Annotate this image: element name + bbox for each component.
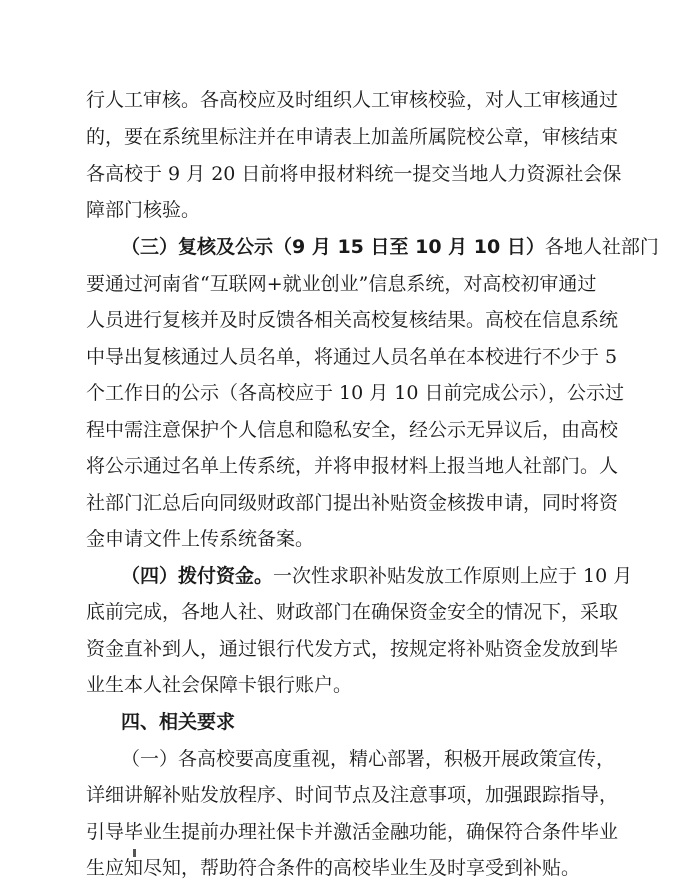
paragraph-line: 各高校于 9 月 20 日前将申报材料统一提交当地人力资源社会保: [86, 163, 622, 185]
paragraph-line: 个工作日的公示（各高校应于 10 月 10 日前完成公示），公示过: [86, 382, 625, 404]
paragraph-line: （一）各高校要高度重视，精心部署，积极开展政策宣传，: [121, 748, 616, 770]
paragraph-line: 程中需注意保护个人信息和隐私安全，经公示无异议后，由高校: [86, 419, 619, 441]
section-lead-payment: （四）拨付资金。: [121, 565, 274, 587]
paragraph-line: 详细讲解补贴发放程序、时间节点及注意事项，加强跟踪指导，: [86, 784, 619, 806]
paragraph-line: 底前完成，各地人社、财政部门在确保资金安全的情况下，采取: [86, 601, 619, 623]
paragraph-line: 资金直补到人，通过银行代发方式，按规定将补贴资金发放到毕: [86, 638, 619, 660]
paragraph-line: 中导出复核通过人员名单，将通过人员名单在本校进行不少于 5: [86, 346, 618, 368]
section-heading: 四、相关要求: [121, 711, 236, 733]
paragraph-line: 障部门核验。: [86, 199, 201, 221]
paragraph-line: 生应知尽知，帮助符合条件的高校毕业生及时享受到补贴。: [86, 857, 581, 879]
paragraph-line: [121, 229, 659, 265]
paragraph-line: 金申请文件上传系统备案。: [86, 528, 315, 550]
paragraph-line: 行人工审核。各高校应及时组织人工审核校验，对人工审核通过: [86, 89, 619, 111]
paragraph-line: 社部门汇总后向同级财政部门提出补贴资金核拨申请，同时将资: [86, 492, 619, 514]
paragraph-line: 人员进行复核并及时反馈各相关高校复核结果。高校在信息系统: [86, 309, 619, 331]
paragraph-text: 一次性求职补贴发放工作原则上应于 10 月: [273, 565, 633, 587]
paragraph-line: 的，要在系统里标注并在申请表上加盖所属院校公章，审核结束: [86, 126, 619, 148]
page-edge-mark: [133, 849, 136, 857]
paragraph-line: 将公示通过名单上传系统，并将申报材料上报当地人社部门。人: [86, 455, 619, 477]
section-lead-review: （三）复核及公示（9 月 15 日至 10 月 10 日）: [121, 236, 545, 258]
paragraph-line: 引导毕业生提前办理社保卡并激活金融功能，确保符合条件毕业: [86, 821, 619, 843]
paragraph-line: 业生本人社会保障卡银行账户。: [86, 674, 353, 696]
paragraph-line: [121, 558, 632, 594]
paragraph-line: 要通过河南省“互联网+就业创业”信息系统，对高校初审通过: [86, 273, 597, 295]
paragraph-text: 各地人社部门: [544, 236, 659, 258]
